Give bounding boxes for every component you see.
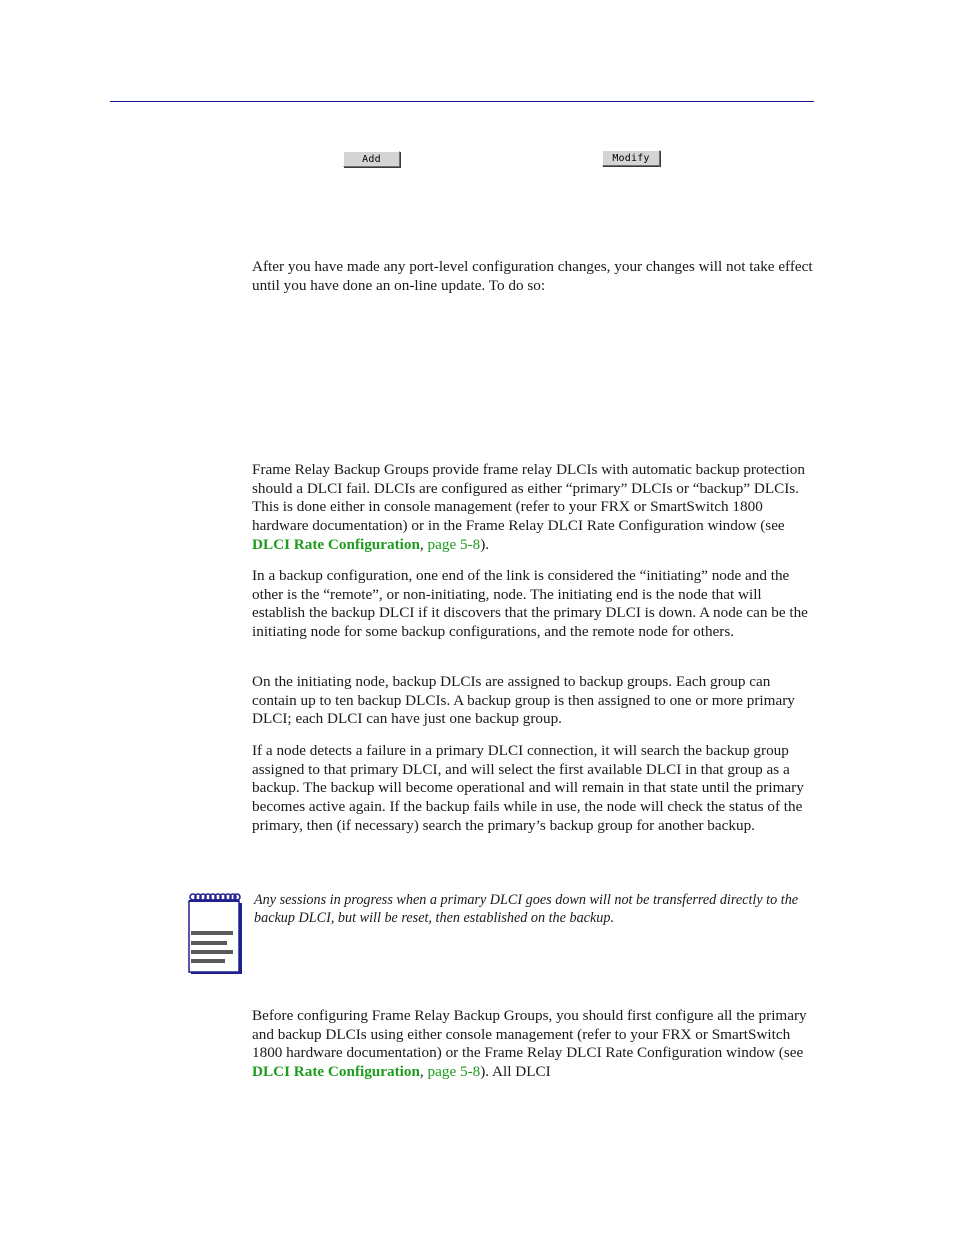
notepad-icon — [187, 892, 243, 974]
trailing-text: ). All DLCI — [480, 1063, 551, 1081]
separator-text-2: , — [419, 1063, 428, 1081]
closing-text: ). — [480, 535, 490, 553]
page-reference-link[interactable]: page 5-8 — [427, 535, 481, 553]
backup-group-assignment-paragraph: On the initiating node, backup DLCIs are assigned to backup groups. Each group can contain up to ten backup DLCIs. A backup group is then assigned to one or more primary DLCI; each DLCI can have just one backup group. — [252, 673, 795, 728]
failure-detection-paragraph: If a node detects a failure in a primary DLCI connection, it will search the backup group assigned to that primary DLCI, and will select the first available DLCI in that group as a backup. The backup will become operational and will remain in that state until the primary becomes active again. If the backup fails while in use, the node will check the status of the primary, then (if necessary) search the primary’s backup group for another backup. — [252, 742, 804, 834]
online-update-paragraph: After you have made any port-level configuration changes, your changes will not take effect until you have done an on-line update. To do so: — [252, 258, 813, 294]
backup-groups-intro-paragraph — [252, 461, 814, 555]
add-button[interactable]: Add — [343, 151, 400, 167]
page-reference-link-2[interactable]: page 5-8 — [427, 1063, 481, 1081]
initiating-node-paragraph: In a backup configuration, one end of the link is considered the “initiating” node and the other is the “remote”, or non-initiating, node. The initiating end is the node that will establish the backup DLCI if it discovers that the primary DLCI is down. A node can be the initiating node for some backup configurations, and the remote node for others. — [252, 567, 808, 641]
intro-text: Frame Relay Backup Groups provide frame relay DLCIs with automatic backup protection should a DLCI fail. DLCIs are configured as either “primary” DLCIs or “backup” DLCIs. This is done either in console management (refer to your FRX or SmartSwitch 1800 hardware documentation) or in the Frame Relay DLCI Rate Configuration window (see — [252, 461, 805, 535]
prerequisite-text: Before configuring Frame Relay Backup Groups, you should first configure all the primary and backup DLCIs using either console management (refer to your FRX or SmartSwitch 1800 hardware documentation) or the Frame Relay DLCI Rate Configuration window (see — [252, 1007, 807, 1062]
configuration-prerequisite-paragraph — [252, 1007, 814, 1082]
note-text: Any sessions in progress when a primary DLCI goes down will not be transferred directly to the backup DLCI, but will be reset, then established on the backup. — [254, 892, 799, 926]
dlci-rate-configuration-link[interactable]: DLCI Rate Configuration — [252, 535, 420, 553]
modify-button[interactable]: Modify — [602, 150, 660, 166]
header-rule — [110, 101, 814, 102]
separator-text: , — [419, 535, 428, 553]
dlci-rate-configuration-link-2[interactable]: DLCI Rate Configuration — [252, 1063, 420, 1081]
